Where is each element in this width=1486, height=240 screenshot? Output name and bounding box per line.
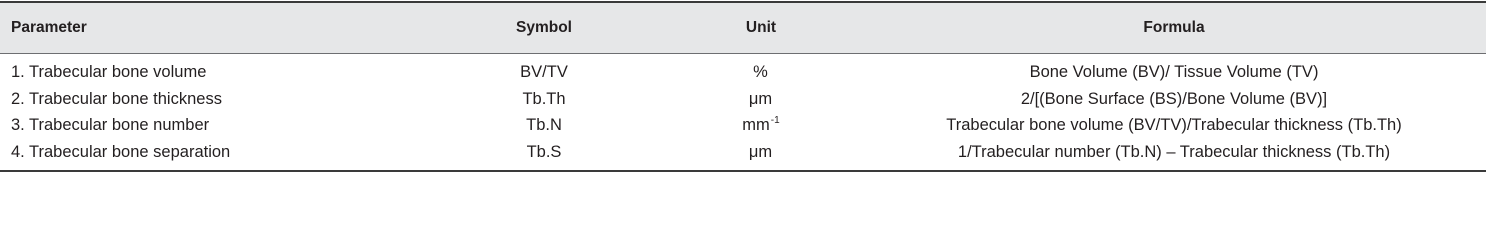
- row-3-unit: [686, 114, 836, 136]
- row-4-parameter: 4. Trabecular bone separation: [11, 143, 231, 161]
- row-2-parameter: 2. Trabecular bone thickness: [11, 90, 222, 108]
- table-header-rule: [0, 53, 1486, 54]
- row-2-unit: [686, 88, 836, 110]
- row-1-symbol: BV/TV: [520, 63, 568, 81]
- row-1-parameter: 1. Trabecular bone volume: [11, 63, 207, 81]
- row-1-unit-text: %: [753, 63, 768, 81]
- column-header-symbol: Symbol: [516, 19, 572, 36]
- row-3-parameter: 3. Trabecular bone number: [11, 116, 210, 134]
- table-bottom-rule: [0, 170, 1486, 172]
- row-4-symbol: Tb.S: [526, 143, 562, 161]
- row-1-formula: Bone Volume (BV)/ Tissue Volume (TV): [1029, 63, 1319, 81]
- row-4-unit: [686, 141, 836, 163]
- row-2-unit-text: μm: [748, 90, 773, 108]
- row-2-symbol: Tb.Th: [522, 90, 566, 108]
- row-3-symbol: Tb.N: [526, 116, 562, 134]
- row-3-formula: Trabecular bone volume (BV/TV)/Trabecular thickness (Tb.Th): [946, 116, 1402, 134]
- row-2-formula: 2/[(Bone Surface (BS)/Bone Volume (BV)]: [1020, 90, 1328, 108]
- column-header-unit: Unit: [745, 19, 777, 36]
- row-3-unit-exponent: -1: [770, 115, 780, 126]
- row-4-unit-text: μm: [748, 143, 773, 161]
- row-4-formula: 1/Trabecular number (Tb.N) – Trabecular thickness (Tb.Th): [957, 143, 1391, 161]
- row-1-unit: [686, 61, 836, 83]
- column-header-formula: Formula: [1143, 19, 1205, 36]
- column-header-parameter: Parameter: [11, 19, 87, 36]
- row-3-unit-text: mm: [742, 116, 770, 134]
